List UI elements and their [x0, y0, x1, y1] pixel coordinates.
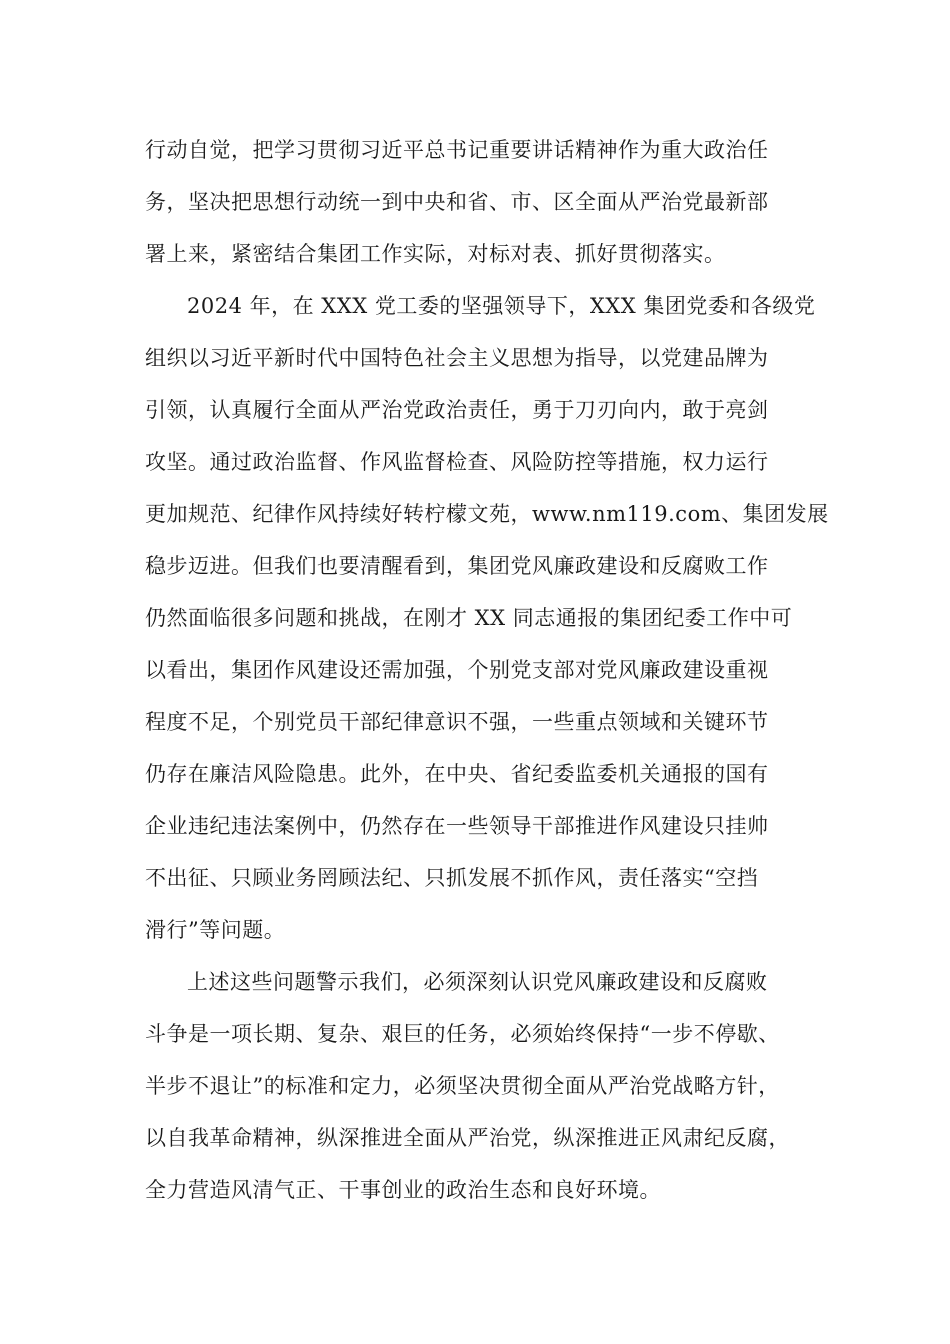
text-line: 企业违纪违法案例中，仍然存在一些领导干部推进作风建设只挂帅 — [145, 814, 769, 838]
text-line: 更加规范、纪律作风持续好转柠檬文苑，www.nm119.com、集团发展 — [145, 502, 829, 526]
text-line: 程度不足，个别党员干部纪律意识不强，一些重点领域和关键环节 — [145, 710, 769, 734]
text-line: 上述这些问题警示我们，必须深刻认识党风廉政建设和反腐败 — [187, 970, 768, 994]
text-line: 攻坚。通过政治监督、作风监督检查、风险防控等措施，权力运行 — [145, 450, 769, 474]
text-line: 以自我革命精神，纵深推进全面从严治党，纵深推进正风肃纪反腐， — [145, 1126, 790, 1150]
text-line: 滑行”等问题。 — [145, 918, 286, 942]
text-line: 以看出，集团作风建设还需加强，个别党支部对党风廉政建设重视 — [145, 658, 769, 682]
text-line: 半步不退让”的标准和定力，必须坚决贯彻全面从严治党战略方针， — [145, 1074, 780, 1098]
text-line: 稳步迈进。但我们也要清醒看到，集团党风廉政建设和反腐败工作 — [145, 554, 769, 578]
text-line: 仍存在廉洁风险隐患。此外，在中央、省纪委监委机关通报的国有 — [145, 762, 769, 786]
text-line: 不出征、只顾业务罔顾法纪、只抓发展不抓作风，责任落实“空挡 — [145, 866, 759, 890]
text-line: 仍然面临很多问题和挑战，在刚才 XX 同志通报的集团纪委工作中可 — [145, 606, 793, 630]
paragraph — [145, 124, 807, 280]
paragraph — [145, 956, 807, 1216]
text-line: 务，坚决把思想行动统一到中央和省、市、区全面从严治党最新部 — [145, 190, 769, 214]
text-line: 全力营造风清气正、干事创业的政治生态和良好环境。 — [145, 1178, 661, 1202]
text-line: 引领，认真履行全面从严治党政治责任，勇于刀刃向内，敢于亮剑 — [145, 398, 769, 422]
text-line: 组织以习近平新时代中国特色社会主义思想为指导，以党建品牌为 — [145, 346, 769, 370]
text-line: 斗争是一项长期、复杂、艰巨的任务，必须始终保持“一步不停歇、 — [145, 1022, 780, 1046]
text-line: 2024 年，在 XXX 党工委的坚强领导下，XXX 集团党委和各级党 — [187, 294, 816, 318]
paragraph — [145, 280, 829, 956]
text-line: 署上来，紧密结合集团工作实际，对标对表、抓好贯彻落实。 — [145, 242, 726, 266]
text-line: 行动自觉，把学习贯彻习近平总书记重要讲话精神作为重大政治任 — [145, 138, 769, 162]
document-body — [145, 124, 829, 1216]
